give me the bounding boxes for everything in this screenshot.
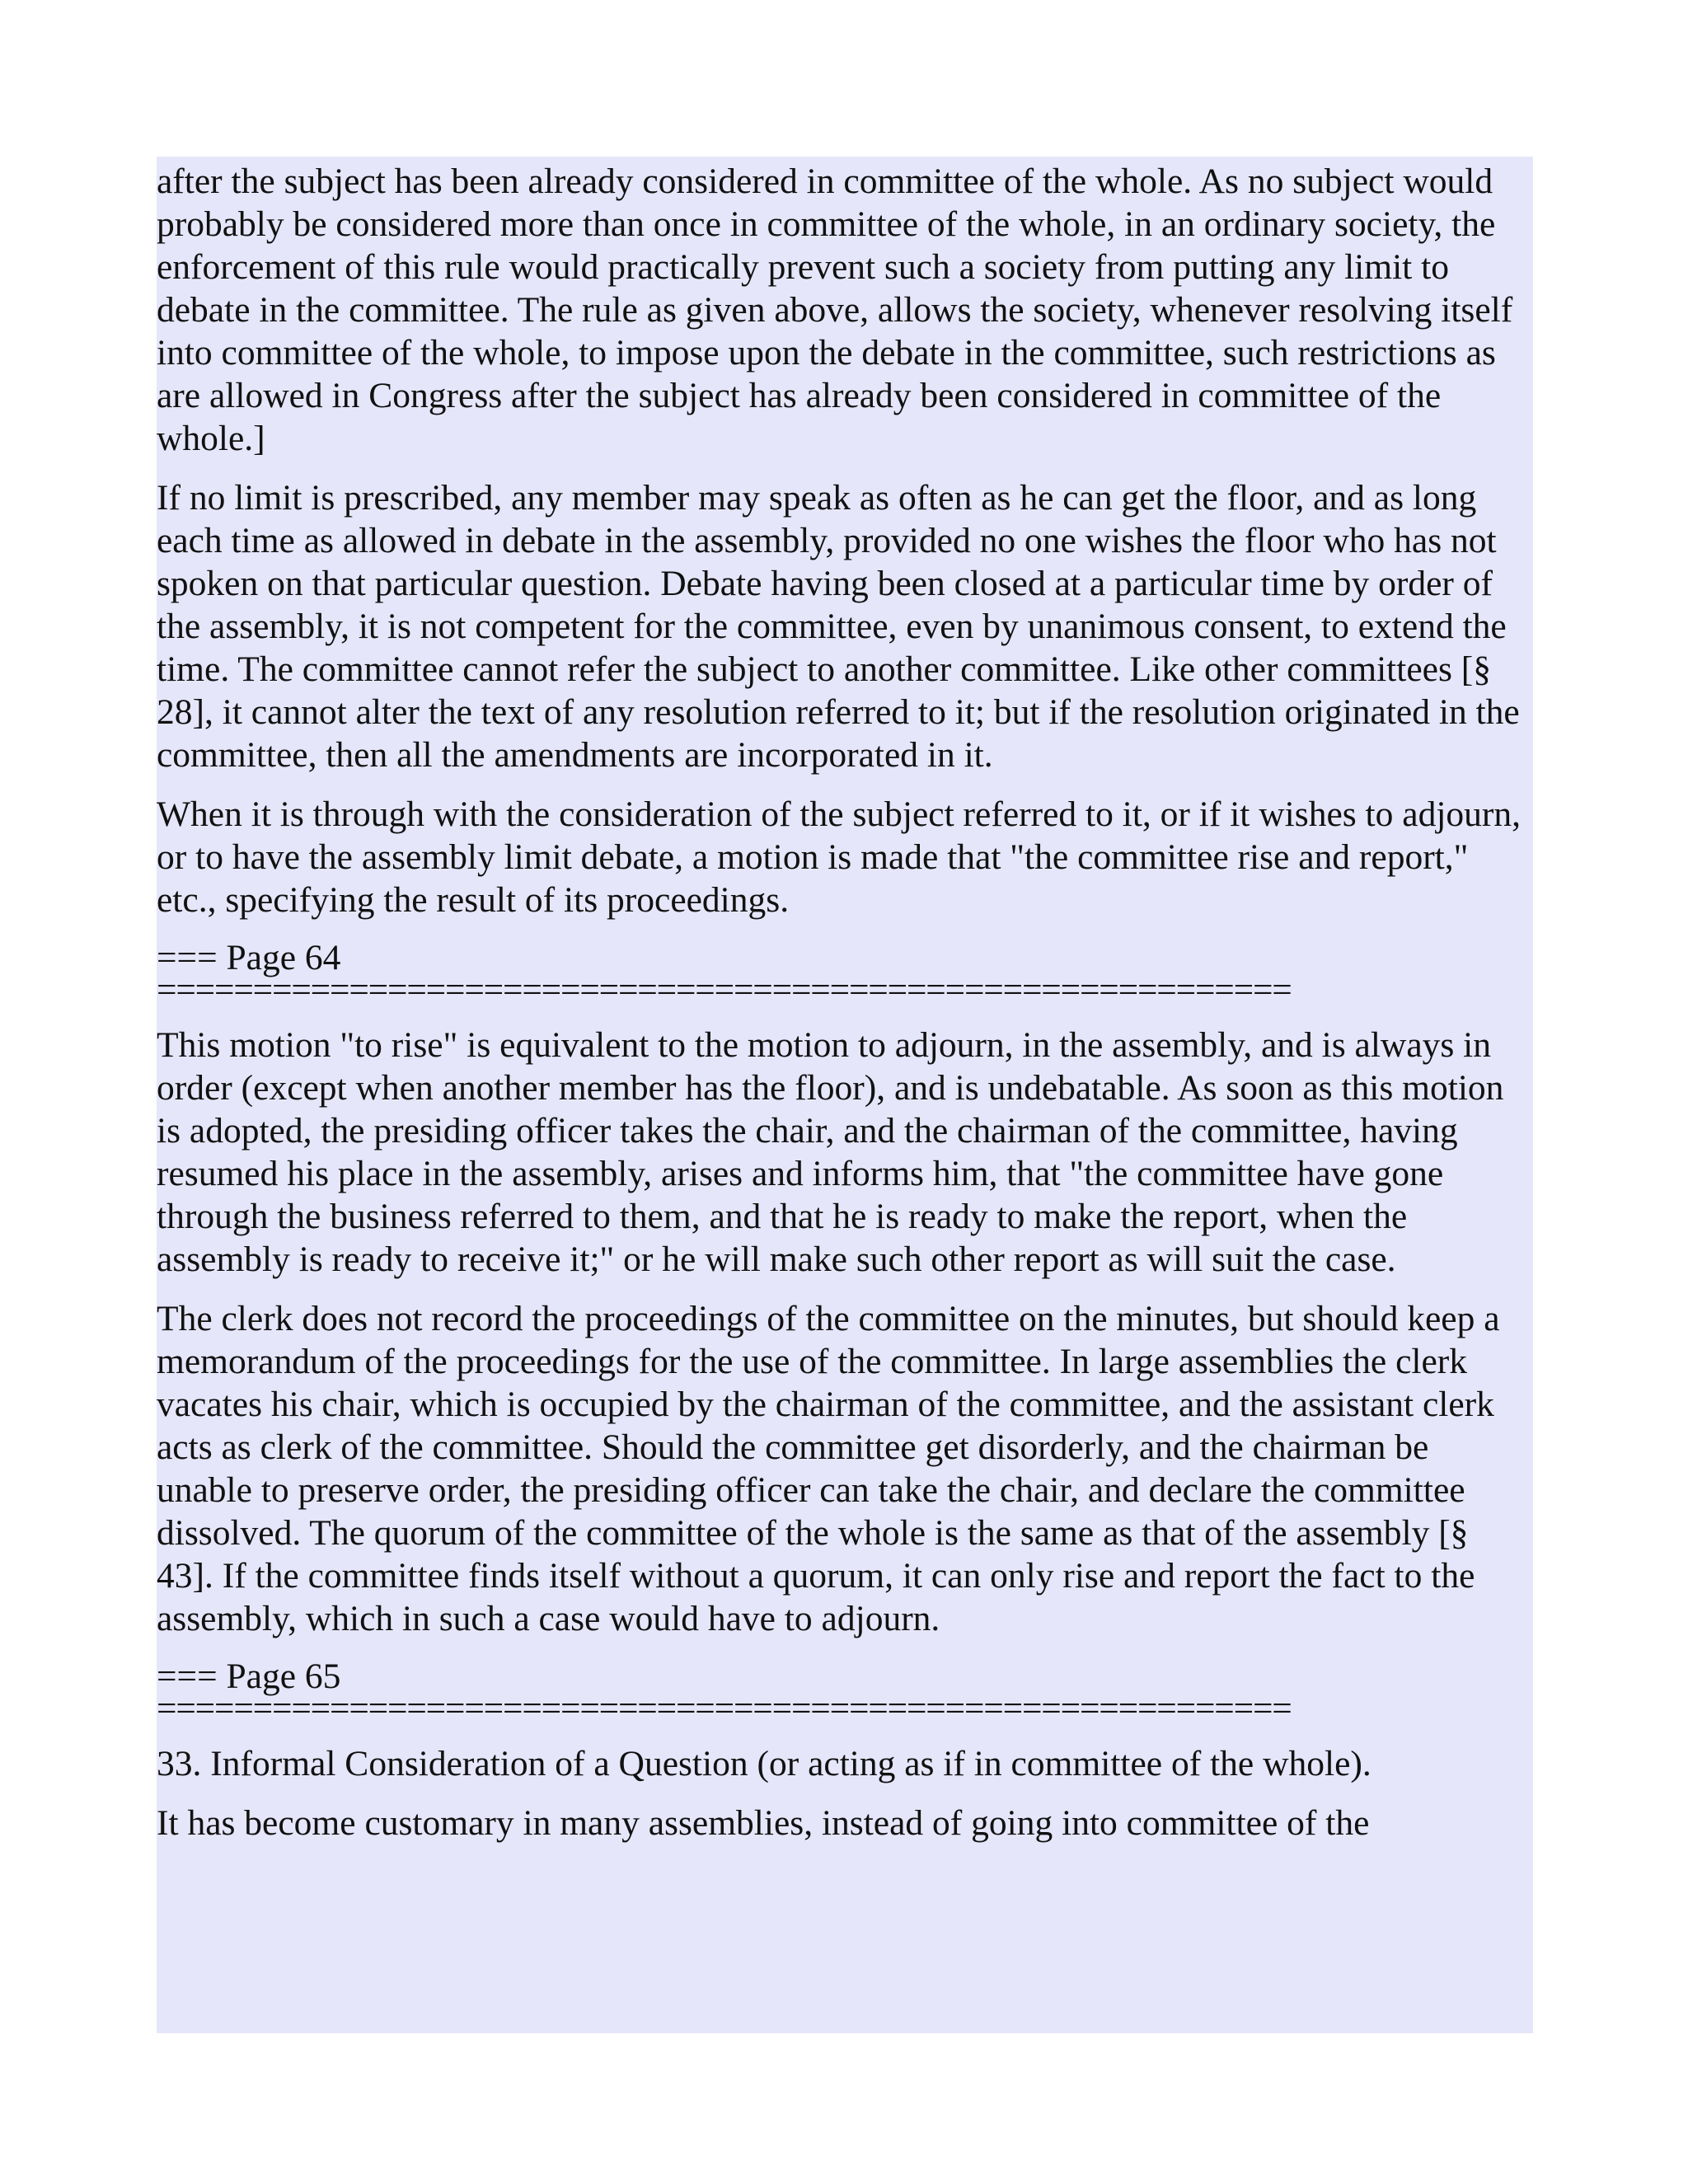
page-marker: === Page 65 (157, 1657, 341, 1696)
page-content (157, 157, 1533, 2033)
paragraph: It has become customary in many assemblies, instead of going into committee of the (157, 1803, 1370, 1843)
paragraph: after the subject has been already considered in committee of the whole. As no subject would probably be considered more than once in committee of the whole, in an ordinary society, the enforcement of this rule would practically prevent such a society from putting any limit to debate in the committee. The rule as given above, allows the society, whenever resolving itself into committee of the whole, to impose upon the debate in the committee, such restrictions as are allowed in Congress after the subject has already been considered in committee of the whole.] (157, 162, 1513, 458)
paragraph: If no limit is prescribed, any member may speak as often as he can get the floor, and as long each time as allowed in debate in the assembly, provided no one wishes the floor who has not spoken on that particular question. Debate having been closed at a particular time by order of the assembly, it is not competent for the committee, even by unanimous consent, to extend the time. The committee cannot refer the subject to another committee. Like other committees [§ 28], it cannot alter the text of any resolution referred to it; but if the resolution originated in the committee, then all the amendments are incorporated in it. (157, 478, 1520, 775)
paragraph: This motion "to rise" is equivalent to the motion to adjourn, in the assembly, and is always in order (except when another member has the floor), and is undebatable. As soon as this motion is adopted, the presiding officer takes the chair, and the chairman of the committee, having resumed his place in the assembly, arises and informs him, that "the committee have gone through the business referred to them, and that he is ready to make the report, when the assembly is ready to receive it;" or he will make such other report as will suit the case. (157, 1025, 1504, 1279)
section-heading: 33. Informal Consideration of a Question (or acting as if in committee of the whole). (157, 1744, 1372, 1783)
page-rule: =========================================================== (157, 977, 1292, 1005)
paragraph: The clerk does not record the proceedings of the committee on the minutes, but should keep a memorandum of the proceedings for the use of the committee. In large assemblies the clerk vacates his chair, which is occupied by the chairman of the committee, and the assistant clerk acts as clerk of the committee. Should the committee get disorderly, and the chairman be unable to preserve order, the presiding officer can take the chair, and declare the committee dissolved. The quorum of the committee of the whole is the same as that of the assembly [§ 43]. If the committee finds itself without a quorum, it can only rise and report the fact to the assembly, which in such a case would have to adjourn. (157, 1299, 1500, 1638)
page-rule: =========================================================== (157, 1696, 1292, 1724)
page-marker: === Page 64 (157, 938, 341, 977)
paragraph: When it is through with the consideration of the subject referred to it, or if it wishes to adjourn, or to have the assembly limit debate, a motion is made that "the committee rise and report," etc., specifying the result of its proceedings. (157, 794, 1522, 920)
